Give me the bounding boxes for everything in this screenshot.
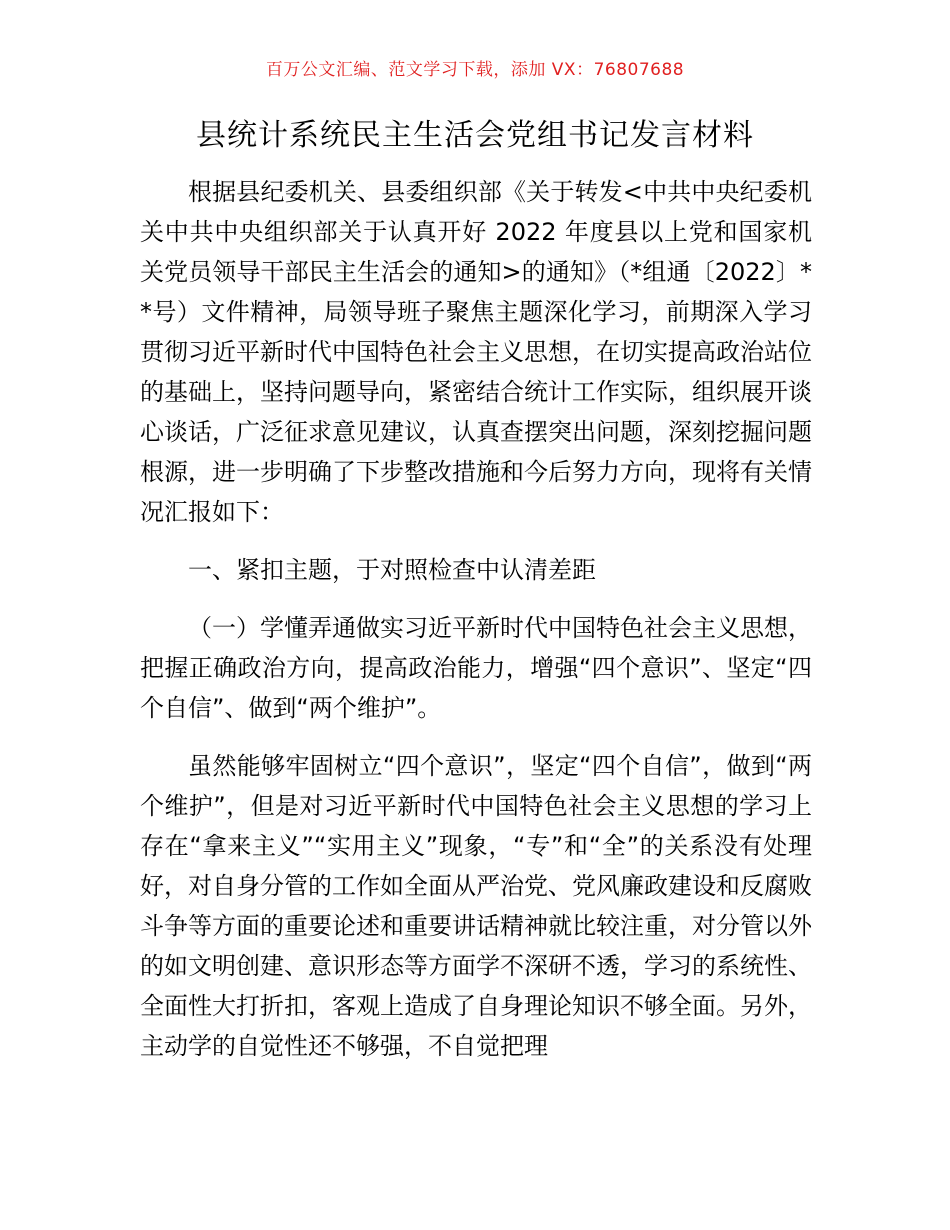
document-body	[140, 172, 812, 1066]
body-paragraph: 虽然能够牢固树立“四个意识”，坚定“四个自信”，做到“两个维护”，但是对习近平新时代中国特色社会主义思想的学习上存在“拿来主义”“实用主义”现象，“专”和“全”的关系没有处理好，对自身分管的工作如全面从严治党、党风廉政建设和反腐败斗争等方面的重要论述和重要讲话精神就比较注重，对分管以外的如文明创建、意识形态等方面学不深研不透，学习的系统性、全面性大打折扣，客观上造成了自身理论知识不够全面。另外，主动学的自觉性还不够强，不自觉把理	[140, 752, 812, 1060]
subsection-heading: （一）学懂弄通做实习近平新时代中国特色社会主义思想，把握正确政治方向，提高政治能力，增强“四个意识”、坚定“四个自信”、做到“两个维护”。	[140, 614, 812, 722]
section-heading: 一、紧扣主题，于对照检查中认清差距	[188, 556, 596, 584]
document-title: 县统计系统民主生活会党组书记发言材料	[196, 118, 754, 153]
intro-paragraph: 根据县纪委机关、县委组织部《关于转发<中共中央纪委机关中共中央组织部关于认真开好 2022 年度县以上党和国家机关党员领导干部民主生活会的通知>的通知》（*组通〔2022〕**号）文件精神，局领导班子聚焦主题深化学习，前期深入学习贯彻习近平新时代中国特色社会主义思想，在切实提高政治站位的基础上，坚持问题导向，紧密结合统计工作实际，组织展开谈心谈话，广泛征求意见建议，认真查摆突出问题，深刻挖掘问题根源，进一步明确了下步整改措施和今后努力方向，现将有关情况汇报如下：	[140, 178, 812, 526]
promo-banner: 百万公文汇编、范文学习下载，添加 VX：76807688	[265, 60, 685, 80]
